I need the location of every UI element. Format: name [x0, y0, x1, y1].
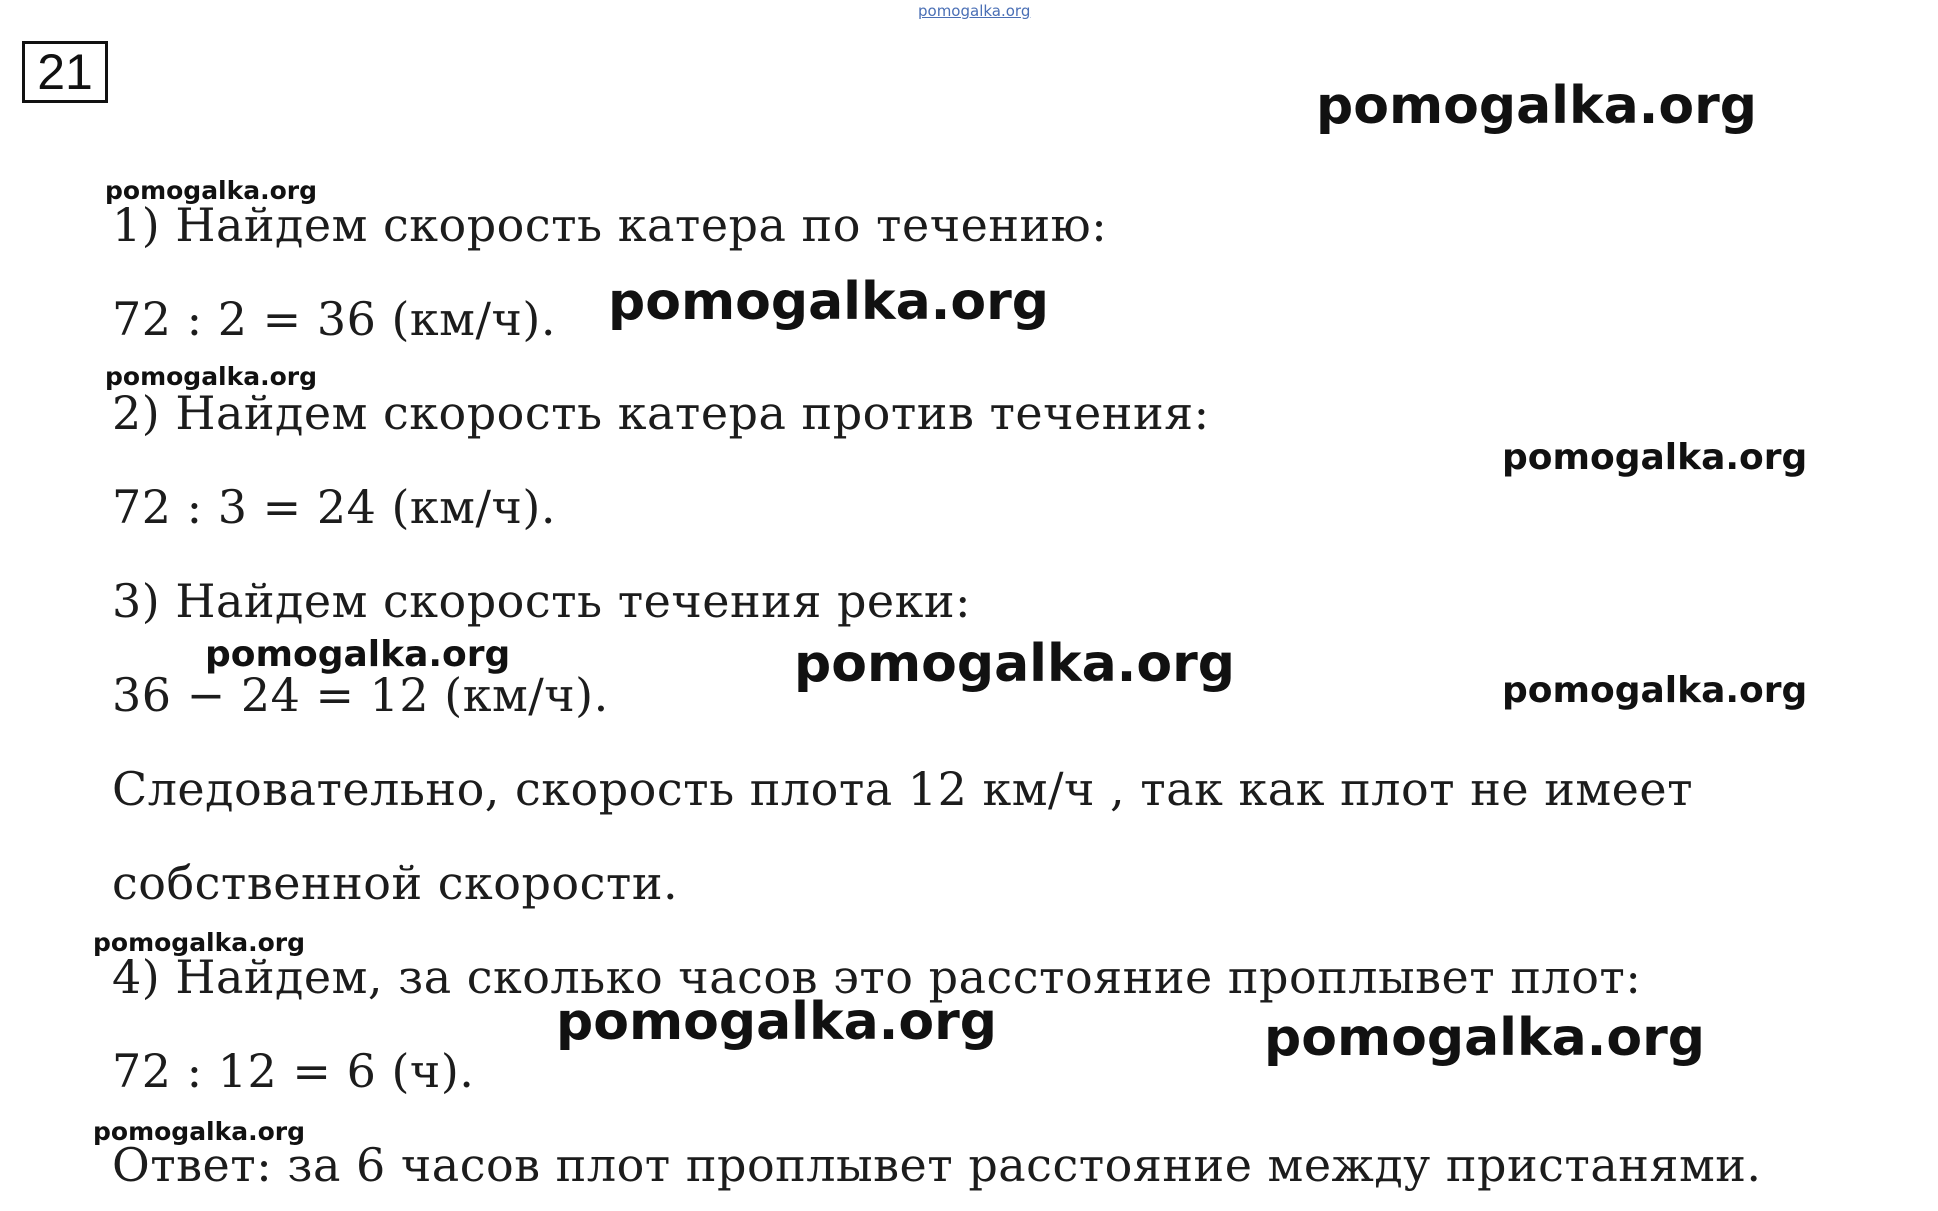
watermark-small: pomogalka.org [105, 176, 318, 205]
step1-title: 1) Найдем скорость катера по течению: [112, 198, 1108, 252]
watermark-small: pomogalka.org [93, 1117, 306, 1146]
step3-calculation: 36 − 24 = 12 (км/ч). [112, 668, 609, 722]
watermark-large: pomogalka.org [794, 634, 1236, 694]
step4-calculation: 72 : 12 = 6 (ч). [112, 1044, 475, 1098]
conclusion-line-2: собственной скорости. [112, 856, 679, 910]
watermark-medium: pomogalka.org [1502, 437, 1808, 478]
watermark-large: pomogalka.org [608, 272, 1050, 332]
step2-calculation: 72 : 3 = 24 (км/ч). [112, 480, 556, 534]
watermark-large: pomogalka.org [1316, 76, 1758, 136]
watermark-small: pomogalka.org [105, 362, 318, 391]
answer-line: Ответ: за 6 часов плот проплывет расстояние между пристанями. [112, 1138, 1762, 1192]
watermark-medium: pomogalka.org [1502, 670, 1808, 711]
step1-calculation: 72 : 2 = 36 (км/ч). [112, 292, 556, 346]
watermark-top-link[interactable]: pomogalka.org [918, 2, 1031, 20]
step3-title: 3) Найдем скорость течения реки: [112, 574, 972, 628]
step4-title: 4) Найдем, за сколько часов это расстояние проплывет плот: [112, 950, 1642, 1004]
watermark-large: pomogalka.org [1264, 1008, 1706, 1068]
step2-title: 2) Найдем скорость катера против течения: [112, 386, 1210, 440]
watermark-small: pomogalka.org [93, 928, 306, 957]
watermark-large: pomogalka.org [556, 992, 998, 1052]
conclusion-line-1: Следовательно, скорость плота 12 км/ч , так как плот не имеет [112, 762, 1694, 816]
problem-number-box: 21 [22, 41, 108, 103]
watermark-medium: pomogalka.org [205, 634, 511, 675]
